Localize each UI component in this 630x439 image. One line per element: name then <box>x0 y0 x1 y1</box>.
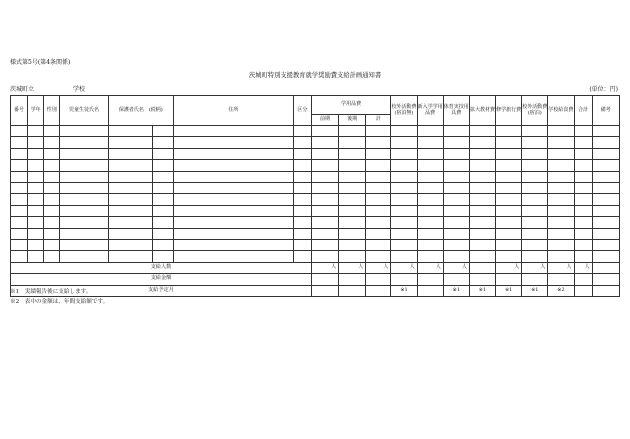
count-unit: 人 <box>339 262 366 274</box>
school-label: 学校 <box>73 86 86 93</box>
header-subtotal: 計 <box>366 115 391 126</box>
header-total: 合計 <box>574 96 592 126</box>
table-row <box>11 137 620 148</box>
footnote: ※1 実績報告後に支給します。 <box>10 289 92 295</box>
header-address: 住所 <box>174 96 294 126</box>
header-pe-supplies: 体育実技用具費 <box>443 96 469 126</box>
note-mark: ※1 <box>443 285 469 297</box>
table-row <box>11 148 620 159</box>
note-mark: ※1 <box>391 285 417 297</box>
table-row <box>11 251 620 262</box>
document-title: 茨城町特別支援教育就学奨励費支給計画通知書 <box>248 72 382 79</box>
table-row <box>11 217 620 228</box>
note-mark: ※1 <box>522 285 548 297</box>
form-number: 様式第5号(第4条関係) <box>10 59 71 66</box>
town-label: 茨城町立 <box>10 86 35 93</box>
header-field-trip-lodging: 校外活動費(宿泊無) <box>391 96 417 126</box>
table-row <box>11 228 620 239</box>
count-unit: 人 <box>443 262 469 274</box>
header-second-half: 後期 <box>339 115 366 126</box>
table-row <box>11 160 620 171</box>
count-unit: 人 <box>522 262 548 274</box>
count-label: 支給人数 <box>11 262 312 274</box>
header-remarks: 備考 <box>592 96 619 126</box>
count-unit: 人 <box>391 262 417 274</box>
header-entrance-supplies: 新入学学用品費 <box>417 96 443 126</box>
amount-row <box>11 274 620 286</box>
count-unit: 人 <box>574 262 592 274</box>
table-row <box>11 205 620 216</box>
note-mark: ※2 <box>548 285 574 297</box>
footnotes <box>10 287 108 307</box>
header-grade: 学年 <box>28 96 44 126</box>
count-unit: 人 <box>548 262 574 274</box>
table-row <box>11 239 620 250</box>
note-mark: ※1 <box>469 285 495 297</box>
header-school-trip: 修学旅行費 <box>496 96 522 126</box>
header-first-half: 前期 <box>311 115 338 126</box>
count-unit: 人 <box>311 262 338 274</box>
table-body <box>11 126 620 297</box>
count-unit: 人 <box>366 262 391 274</box>
table-row <box>11 194 620 205</box>
count-unit: 人 <box>496 262 522 274</box>
schedule-label: 支給予定月 <box>11 285 312 297</box>
unit-label: (単位：円) <box>589 86 618 93</box>
allowance-table <box>10 95 620 297</box>
amount-label: 支給金額 <box>11 274 312 286</box>
header-student-name: 児童生徒氏名 <box>60 96 108 126</box>
count-unit: 人 <box>417 262 443 274</box>
header-number: 番号 <box>11 96 28 126</box>
header-enlarged-textbook: 拡大教材費 <box>469 96 495 126</box>
header-school-lunch: 学校給食費 <box>548 96 574 126</box>
count-row <box>11 262 620 274</box>
header-field-trip-no-lodging: 校外活動費(宿泊) <box>522 96 548 126</box>
header-gender: 性別 <box>44 96 60 126</box>
note-mark: ※1 <box>496 285 522 297</box>
header-guardian-name: 保護者氏名 (続柄) <box>108 96 173 126</box>
header-school-supplies: 学用品費 <box>311 96 391 115</box>
table-row <box>11 182 620 193</box>
footnote: ※2 表中の金額は、年間支給額です。 <box>10 299 109 305</box>
table-row <box>11 171 620 182</box>
header-category: 区分 <box>293 96 311 126</box>
table-row <box>11 126 620 137</box>
